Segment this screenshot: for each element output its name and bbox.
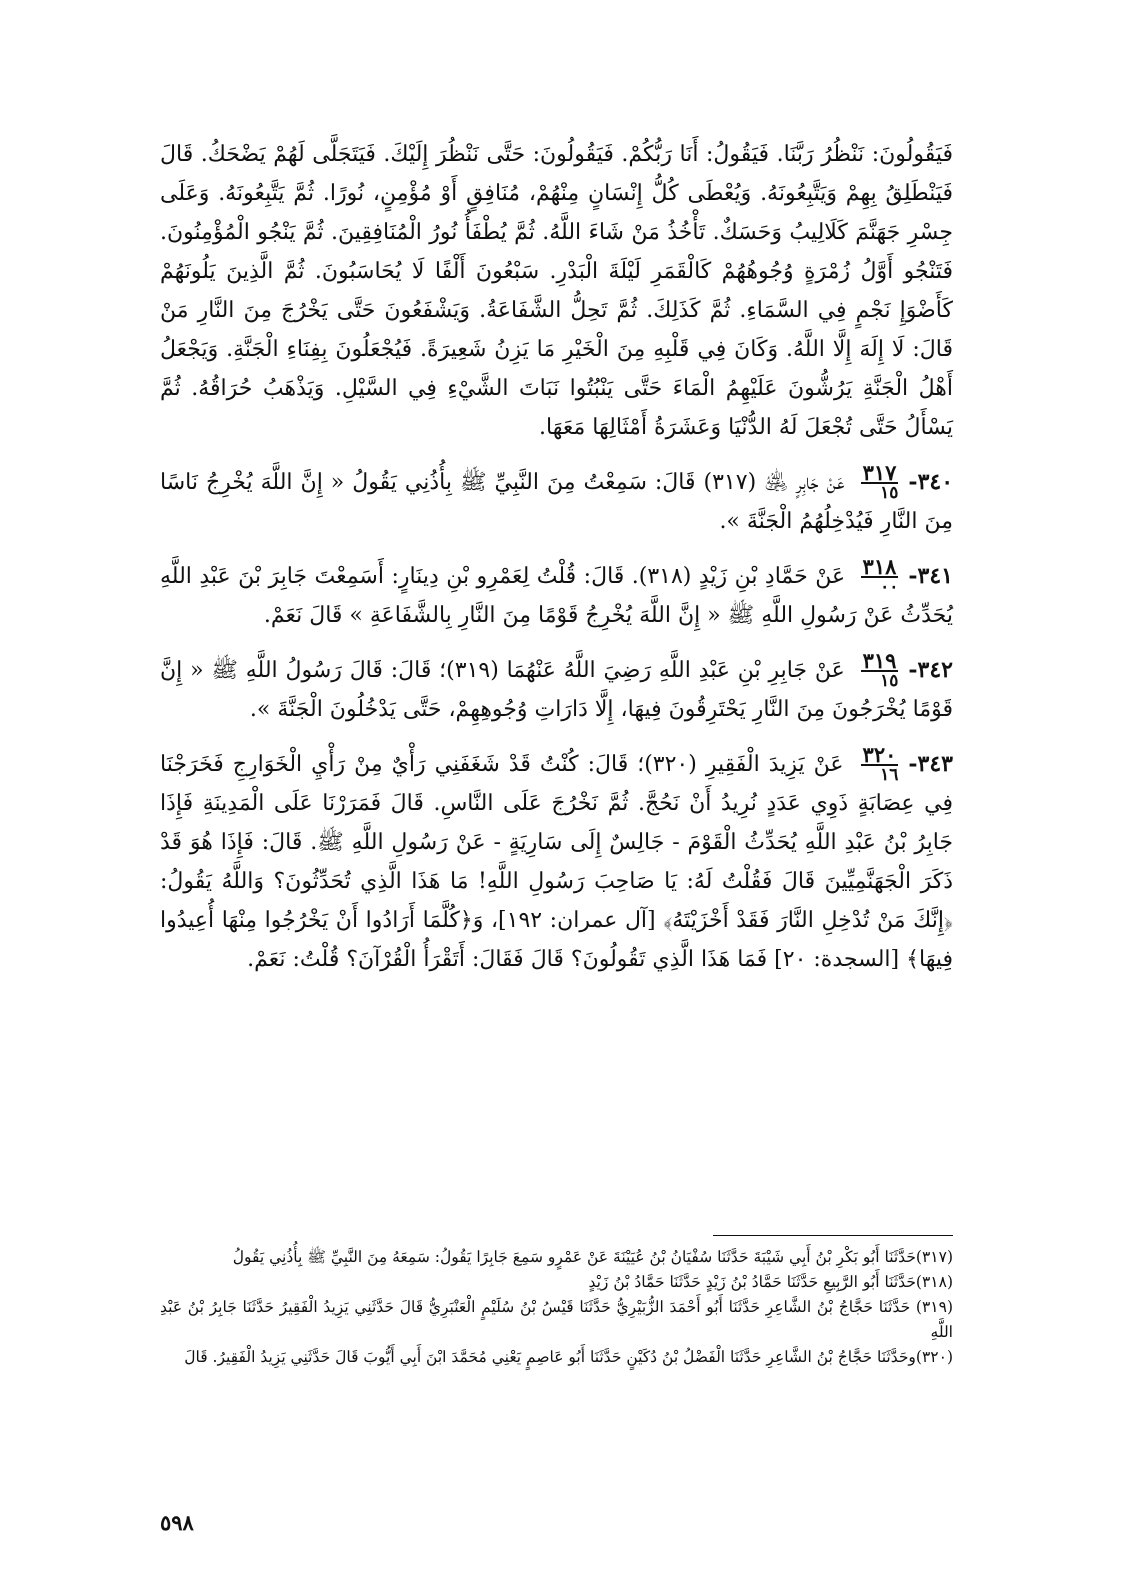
fraction-bottom: ٠٠ bbox=[880, 577, 899, 597]
fraction-bottom: ١٦ bbox=[880, 765, 899, 785]
fraction-top: ٣١٧ bbox=[862, 460, 897, 485]
footnote-separator bbox=[713, 1235, 953, 1236]
hadith-text: عَنْ يَزِيدَ الْفَقِيرِ (٣٢٠)؛ قَالَ: كُنْتُ قَدْ شَغَفَنِي رَأْيٌ مِنْ رَأْيِ الْخَوَارِجِ فَخَرَجْنَا فِي عِصَابَةٍ ذَوِي عَدَدٍ نُرِيدُ أَنْ نَحُجَّ. ثُمَّ نَخْرُجَ عَلَى النَّاسِ. قَالَ فَمَرَرْنَا عَلَى الْمَدِينَةِ فَإِذَا جَابِرُ بْنُ عَبْدِ اللَّهِ يُحَدِّثُ الْقَوْمَ - جَالِسٌ إِلَى سَارِيَةٍ - عَنْ رَسُولِ اللَّهِ ﷺ. قَالَ: فَإِذَا هُوَ قَدْ ذَكَرَ الْجَهَنَّمِيِّينَ قَالَ فَقُلْتُ لَهُ: يَا صَاحِبَ رَسُولِ اللَّهِ! مَا هَذَا الَّذِي تُحَدِّثُونَ؟ وَاللَّهُ يَقُولُ: ﴿إِنَّكَ مَنْ تُدْخِلِ النَّارَ فَقَدْ أَخْزَيْتَهُ﴾ [آل عمران: ١٩٢]، وَ﴿كُلَّمَا أَرَادُوا أَنْ يَخْرُجُوا مِنْهَا أُعِيدُوا فِيهَا﴾ [السجدة: ٢٠] فَمَا هَذَا الَّذِي تَقُولُونَ؟ قَالَ فَقَالَ: أَتَقْرَأُ الْقُرْآنَ؟ قُلْتُ: نَعَمْ. bbox=[160, 752, 953, 972]
hadith-text: عَنْ جَابِرِ بْنِ عَبْدِ اللَّهِ رَضِيَ اللَّهُ عَنْهُمَا (٣١٩)؛ قَالَ: قَالَ رَسُولُ اللَّهِ ﷺ « إِنَّ قَوْمًا يُخْرَجُونَ مِنَ النَّارِ يَحْتَرِقُونَ فِيهَا، إِلَّا دَارَاتِ وُجُوهِهِمْ، حَتَّى يَدْخُلُونَ الْجَنَّةَ ». bbox=[160, 658, 953, 722]
hadith-340 bbox=[160, 460, 954, 541]
hadith-number: ٣٤٢- bbox=[908, 657, 953, 683]
hadith-reference-fraction bbox=[861, 460, 899, 503]
hadith-number: ٣٤١- bbox=[908, 563, 953, 589]
hadith-reference-fraction bbox=[861, 742, 899, 785]
page-number: ٥٩٨ bbox=[160, 1510, 194, 1535]
footnote-317: (٣١٧)حَدَّثَنَا أَبُو بَكْرِ بْنُ أَبِي شَيْبَةَ حَدَّثَنَا سُفْيَانُ بْنُ عُيَيْنَةَ عَنْ عَمْرٍو سَمِعَ جَابِرًا يَقُولُ: سَمِعَهُ مِنَ النَّبِيِّ ﷺ بِأُذُنِي يَقُولُ bbox=[232, 1248, 953, 1266]
fraction-top: ٣١٩ bbox=[862, 648, 897, 673]
footnote-319: (٣١٩) حَدَّثَنَا حَجَّاجُ بْنُ الشَّاعِرِ حَدَّثَنَا أَبُو أَحْمَدَ الزُّبَيْرِيُّ حَدَّثَنَا قَيْسُ بْنُ سُلَيْمٍ الْعَنْبَرِيُّ قَالَ حَدَّثَنِي يَزِيدُ الْفَقِيرُ حَدَّثَنَا جَابِرُ بْنُ عَبْدِ اللَّهِ bbox=[160, 1298, 953, 1341]
hadith-number: ٣٤٣- bbox=[908, 751, 953, 777]
hadith-text: عَنْ جَابِرٍ ﵁ (٣١٧) قَالَ: سَمِعْتُ مِنَ النَّبِيِّ ﷺ بِأُذُنِي يَقُولُ « إِنَّ اللَّهَ يُخْرِجُ نَاسًا مِنَ النَّارِ فَيُدْخِلُهُمُ الْجَنَّةَ ». bbox=[160, 470, 953, 534]
document-page bbox=[160, 135, 954, 1535]
fraction-top: ٣١٨ bbox=[862, 554, 897, 579]
fraction-top: ٣٢٠ bbox=[862, 742, 897, 767]
hadith-number: ٣٤٠- bbox=[908, 469, 954, 495]
hadith-reference-fraction bbox=[861, 554, 899, 597]
fraction-bottom: ١٥ bbox=[880, 671, 899, 691]
fraction-bottom: ١٥ bbox=[880, 483, 899, 503]
footnotes bbox=[160, 1245, 953, 1370]
hadith-text: عَنْ حَمَّادِ بْنِ زَيْدٍ (٣١٨). قَالَ: قُلْتُ لِعَمْرِو بْنِ دِينَارٍ: أَسَمِعْتَ جَابِرَ بْنَ عَبْدِ اللَّهِ يُحَدِّثُ عَنْ رَسُولِ اللَّهِ ﷺ « إِنَّ اللَّهَ يُخْرِجُ قَوْمًا مِنَ النَّارِ بِالشَّفَاعَةِ » قَالَ نَعَمْ. bbox=[160, 564, 953, 628]
footnote-318: (٣١٨)حَدَّثَنَا أَبُو الرَّبِيعِ حَدَّثَنَا حَمَّادُ بْنُ زَيْدٍ حَدَّثَنَا حَمَّادُ بْنُ زَيْدٍ bbox=[588, 1273, 953, 1291]
hadith-reference-fraction bbox=[861, 648, 899, 691]
intro-paragraph: فَيَقُولُونَ: نَنْظُرُ رَبَّنَا. فَيَقُولُ: أَنَا رَبُّكُمْ. فَيَقُولُونَ: حَتَّى نَنْظُرَ إِلَيْكَ. فَيَتَجَلَّى لَهُمْ يَضْحَكُ. قَالَ فَيَنْطَلِقُ بِهِمْ وَيَتَّبِعُونَهُ. وَيُعْطَى كُلُّ إِنْسَانٍ مِنْهُمْ، مُنَافِقٍ أَوْ مُؤْمِنٍ، نُورًا. ثُمَّ يَتَّبِعُونَهُ. وَعَلَى جِسْرِ جَهَنَّمَ كَلَالِيبُ وَحَسَكٌ. تَأْخُذُ مَنْ شَاءَ اللَّهُ. ثُمَّ يُطْفَأُ نُورُ الْمُنَافِقِينَ. ثُمَّ يَنْجُو الْمُؤْمِنُونَ. فَتَنْجُو أَوَّلُ زُمْرَةٍ وُجُوهُهُمْ كَالْقَمَرِ لَيْلَةَ الْبَدْرِ. سَبْعُونَ أَلْفًا لَا يُحَاسَبُونَ. ثُمَّ الَّذِينَ يَلُونَهُمْ كَأَضْوَإِ نَجْمٍ فِي السَّمَاءِ. ثُمَّ كَذَلِكَ. ثُمَّ تَحِلُّ الشَّفَاعَةُ. وَيَشْفَعُونَ حَتَّى يَخْرُجَ مِنَ النَّارِ مَنْ قَالَ: لَا إِلَهَ إِلَّا اللَّهُ. وَكَانَ فِي قَلْبِهِ مِنَ الْخَيْرِ مَا يَزِنُ شَعِيرَةً. فَيُجْعَلُونَ بِفِنَاءِ الْجَنَّةِ. وَيَجْعَلُ أَهْلُ الْجَنَّةِ يَرُشُّونَ عَلَيْهِمُ الْمَاءَ حَتَّى يَنْبُتُوا نَبَاتَ الشَّيْءِ فِي السَّيْلِ. وَيَذْهَبُ حُرَاقُهُ. ثُمَّ يَسْأَلُ حَتَّى تُجْعَلَ لَهُ الدُّنْيَا وَعَشَرَةُ أَمْثَالِهَا مَعَهَا. bbox=[160, 142, 953, 440]
hadith-343 bbox=[160, 742, 953, 979]
hadith-341 bbox=[160, 554, 953, 635]
hadith-342 bbox=[160, 648, 953, 729]
footnote-320: (٣٢٠)وحَدَّثَنَا حَجَّاجُ بْنُ الشَّاعِرِ حَدَّثَنَا الْفَضْلُ بْنُ دُكَيْنٍ حَدَّثَنَا أَبُو عَاصِمٍ يَعْنِي مُحَمَّدَ ابْنَ أَبِي أَيُّوبَ قَالَ حَدَّثَنِي يَزِيدُ الْفَقِيرُ. قَالَ bbox=[184, 1348, 953, 1366]
